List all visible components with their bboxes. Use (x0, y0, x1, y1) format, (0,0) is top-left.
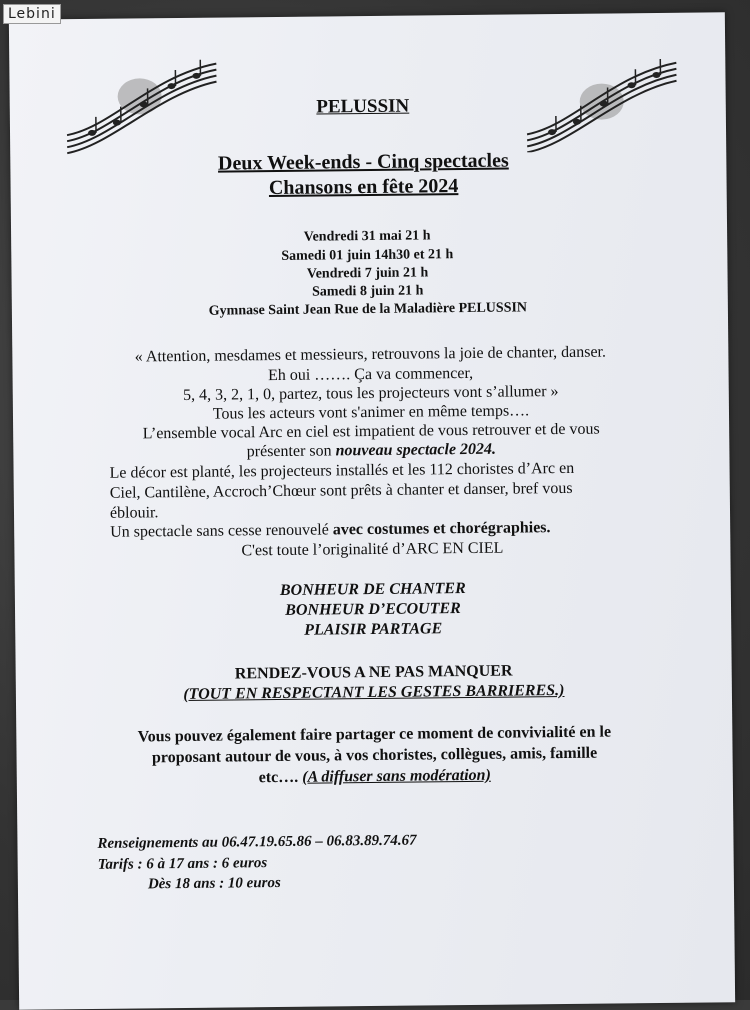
slogan-3: PLAISIR PARTAGE (15, 617, 731, 642)
share-line-3 (17, 764, 733, 789)
share-line-3-text: etc…. (259, 769, 303, 786)
flyer-town-title: PELUSSIN (5, 92, 721, 121)
share-line-3-emphasis: (A diffuser sans modération) (302, 767, 491, 786)
body-line-4: Tous les acteurs vont s'animer en même temps…. (13, 400, 729, 425)
share-line-2: proposant autour de vous, à vos choristes, collègues, amis, famille (16, 743, 732, 768)
date-line-3: Vendredi 7 juin 21 h (9, 262, 725, 285)
body-line-7: Le décor est planté, les projecteurs installés et les 112 choristes d’Arc en (110, 457, 750, 482)
body-line-6-emphasis: nouveau spectacle 2024. (335, 441, 496, 460)
tarif-line-1: Tarifs : 6 à 17 ans : 6 euros (98, 849, 750, 873)
date-line-1: Vendredi 31 mai 21 h (9, 225, 725, 248)
body-line-1: « Attention, mesdames et messieurs, retrouvons la joie de chanter, danser. (12, 342, 728, 367)
body-line-3: 5, 4, 3, 2, 1, 0, partez, tous les projecteurs vont s’allumer » (13, 381, 729, 406)
share-line-1: Vous pouvez également faire partager ce moment de convivialité en le (16, 722, 732, 747)
venue-line: Gymnase Saint Jean Rue de la Maladière PELUSSIN (10, 298, 726, 321)
body-line-2: Eh oui ……. Ça va commencer, (13, 362, 729, 387)
body-line-5: L’ensemble vocal Arc en ciel est impatient de vous retrouver et de vous (13, 419, 729, 444)
date-line-2: Samedi 01 juin 14h30 et 21 h (9, 244, 725, 267)
slogan-1: BONHEUR DE CHANTER (15, 577, 731, 602)
contact-phones: Renseignements au 06.47.19.65.86 – 06.83.89.74.67 (97, 828, 750, 852)
body-line-6-text: présenter son (247, 442, 336, 460)
body-line-10-text: Un spectacle sans cesse renouvelé (110, 521, 333, 540)
flyer-sheet (9, 12, 735, 1009)
rdv-title: RENDEZ-VOUS A NE PAS MANQUER (16, 660, 732, 685)
watermark-label: Lebini (3, 4, 61, 24)
tarif-line-2: Dès 18 ans : 10 euros (148, 869, 750, 893)
date-line-4: Samedi 8 juin 21 h (10, 280, 726, 303)
flyer-subtitle-1: Deux Week-ends - Cinq spectacles (5, 147, 721, 177)
slogan-2: BONHEUR D’ECOUTER (15, 597, 731, 622)
flyer-subtitle-2: Chansons en fête 2024 (6, 172, 722, 202)
body-line-11: C'est toute l’originalité d’ARC EN CIEL (14, 537, 730, 562)
rdv-note: (TOUT EN RESPECTANT LES GESTES BARRIERES.) (16, 680, 732, 705)
body-line-9: éblouir. (110, 497, 750, 522)
body-line-10-emphasis: avec costumes et chorégraphies. (333, 519, 551, 538)
body-line-8: Ciel, Cantilène, Accroch’Chœur sont prêts à chanter et danser, bref vous (110, 477, 750, 502)
